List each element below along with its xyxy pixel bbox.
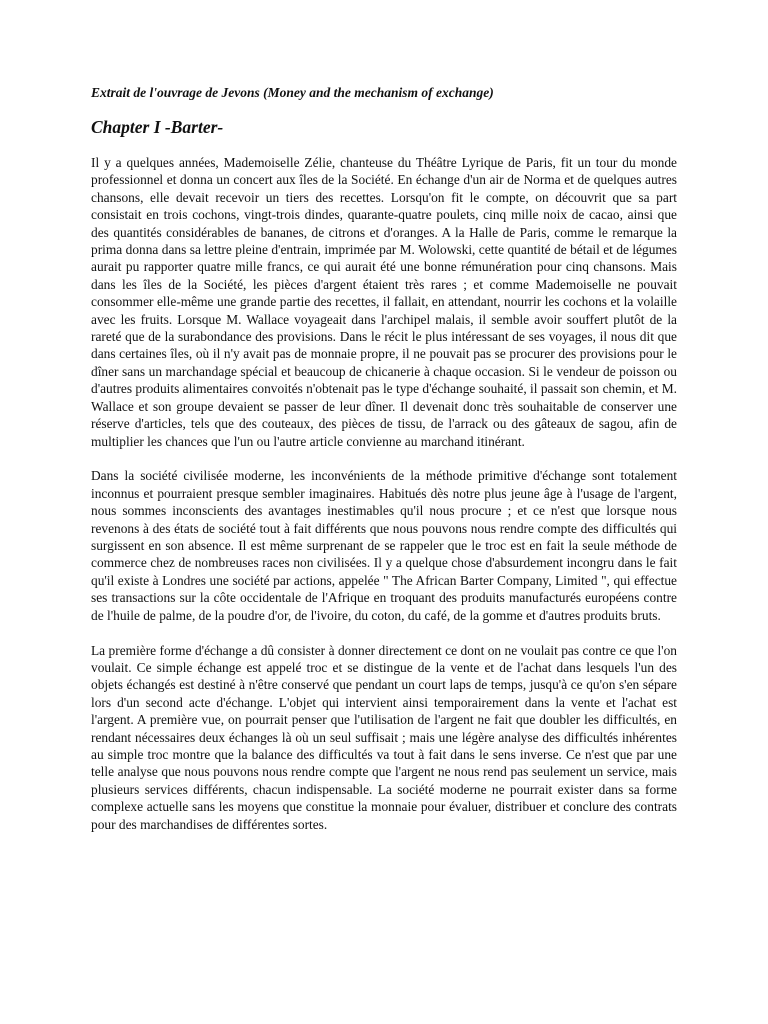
document-page xyxy=(91,84,677,851)
paragraph-2: Dans la société civilisée moderne, les inconvénients de la méthode primitive d'échange sont totalement inconnus et pourraient presque sembler imaginaires. Habitués dès notre plus jeune âge à l'usage de l'argent, nous sommes inconscients des avantages inestimables qu'il nous procure ; et ce n'est que lorsque nous revenons à des états de société tout à fait différents que nous pouvons nous rendre compte des difficultés qui surgissent en son absence. Il est même surprenant de se rappeler que le troc est en fait la seule méthode de commerce chez de nombreuses races non civilisées. Il y a quelque chose d'absurdement incongru dans le fait qu'il existe à Londres une société par actions, appelée " The African Barter Company, Limited ", qui effectue ses transactions sur la côte occidentale de l'Afrique en troquant des produits manufacturés européens contre de l'huile de palme, de la poudre d'or, de l'ivoire, du coton, du café, de la gomme et d'autres produits bruts. xyxy=(91,468,677,623)
document-header: Extrait de l'ouvrage de Jevons (Money and the mechanism of exchange) xyxy=(91,85,494,100)
paragraph-1: Il y a quelques années, Mademoiselle Zélie, chanteuse du Théâtre Lyrique de Paris, fit un tour du monde professionnel et donna un concert aux îles de la Société. En échange d'un air de Norma et de quelques autres chansons, elle devait recevoir un tiers des recettes. Lorsqu'on fit le compte, on découvrit que sa part consistait en trois cochons, vingt-trois dindes, quarante-quatre poulets, cinq mille noix de cacao, ainsi que des quantités considérables de bananes, de citrons et d'oranges. A la Halle de Paris, comme le remarque la prima donna dans sa lettre pleine d'entrain, imprimée par M. Wolowski, cette quantité de bétail et de légumes aurait pu rapporter quatre mille francs, ce qui aurait été une bonne rémunération pour cinq chansons. Mais dans les îles de la Société, les pièces d'argent étaient très rares ; et comme Mademoiselle ne pouvait consommer elle-même une grande partie des recettes, il fallait, en attendant, nourrir les cochons et la volaille avec les fruits. Lorsque M. Wallace voyageait dans l'archipel malais, il semble avoir souffert plutôt de la rareté que de la surabondance des provisions. Dans le récit le plus intéressant de ses voyages, il nous dit que dans certaines îles, où il n'y avait pas de monnaie propre, il ne pouvait pas se procurer des provisions pour le dîner sans un marchandage spécial et beaucoup de chicanerie à chaque occasion. Si le vendeur de poisson ou d'autres produits alimentaires convoités n'obtenait pas le type d'échange souhaité, il passait son chemin, et M. Wallace et son groupe devaient se passer de leur dîner. Il devenait donc très souhaitable de conserver une réserve d'articles, tels que des couteaux, des pièces de tissu, de l'arrack ou des gâteaux de sagou, afin de multiplier les chances que l'un ou l'autre article convienne au marchand itinérant. xyxy=(91,155,677,449)
paragraph-3: La première forme d'échange a dû consister à donner directement ce dont on ne voulait pas contre ce que l'on voulait. Ce simple échange est appelé troc et se distingue de la vente et de l'achat dans lesquels l'un des objets échangés est destiné à n'être conservé que pendant un court laps de temps, jusqu'à ce qu'on s'en sépare lors d'un second acte d'échange. L'objet qui intervient ainsi temporairement dans la vente et l'achat est l'argent. A première vue, on pourrait penser que l'utilisation de l'argent ne fait que doubler les difficultés, en rendant nécessaires deux échanges là où un seul suffisait ; mais une légère analyse des difficultés inhérentes au simple troc montre que la balance des difficultés va tout à fait dans le sens inverse. Ce n'est que par une telle analyse que nous pouvons nous rendre compte que l'argent ne nous rend pas seulement un service, mais plusieurs services différents, chacun indispensable. La société moderne ne pourrait exister dans sa forme complexe actuelle sans les moyens que constitue la monnaie pour évaluer, distribuer et conclure des contrats pour des marchandises de différentes sortes. xyxy=(91,642,677,832)
chapter-title: Chapter I -Barter- xyxy=(91,117,224,137)
